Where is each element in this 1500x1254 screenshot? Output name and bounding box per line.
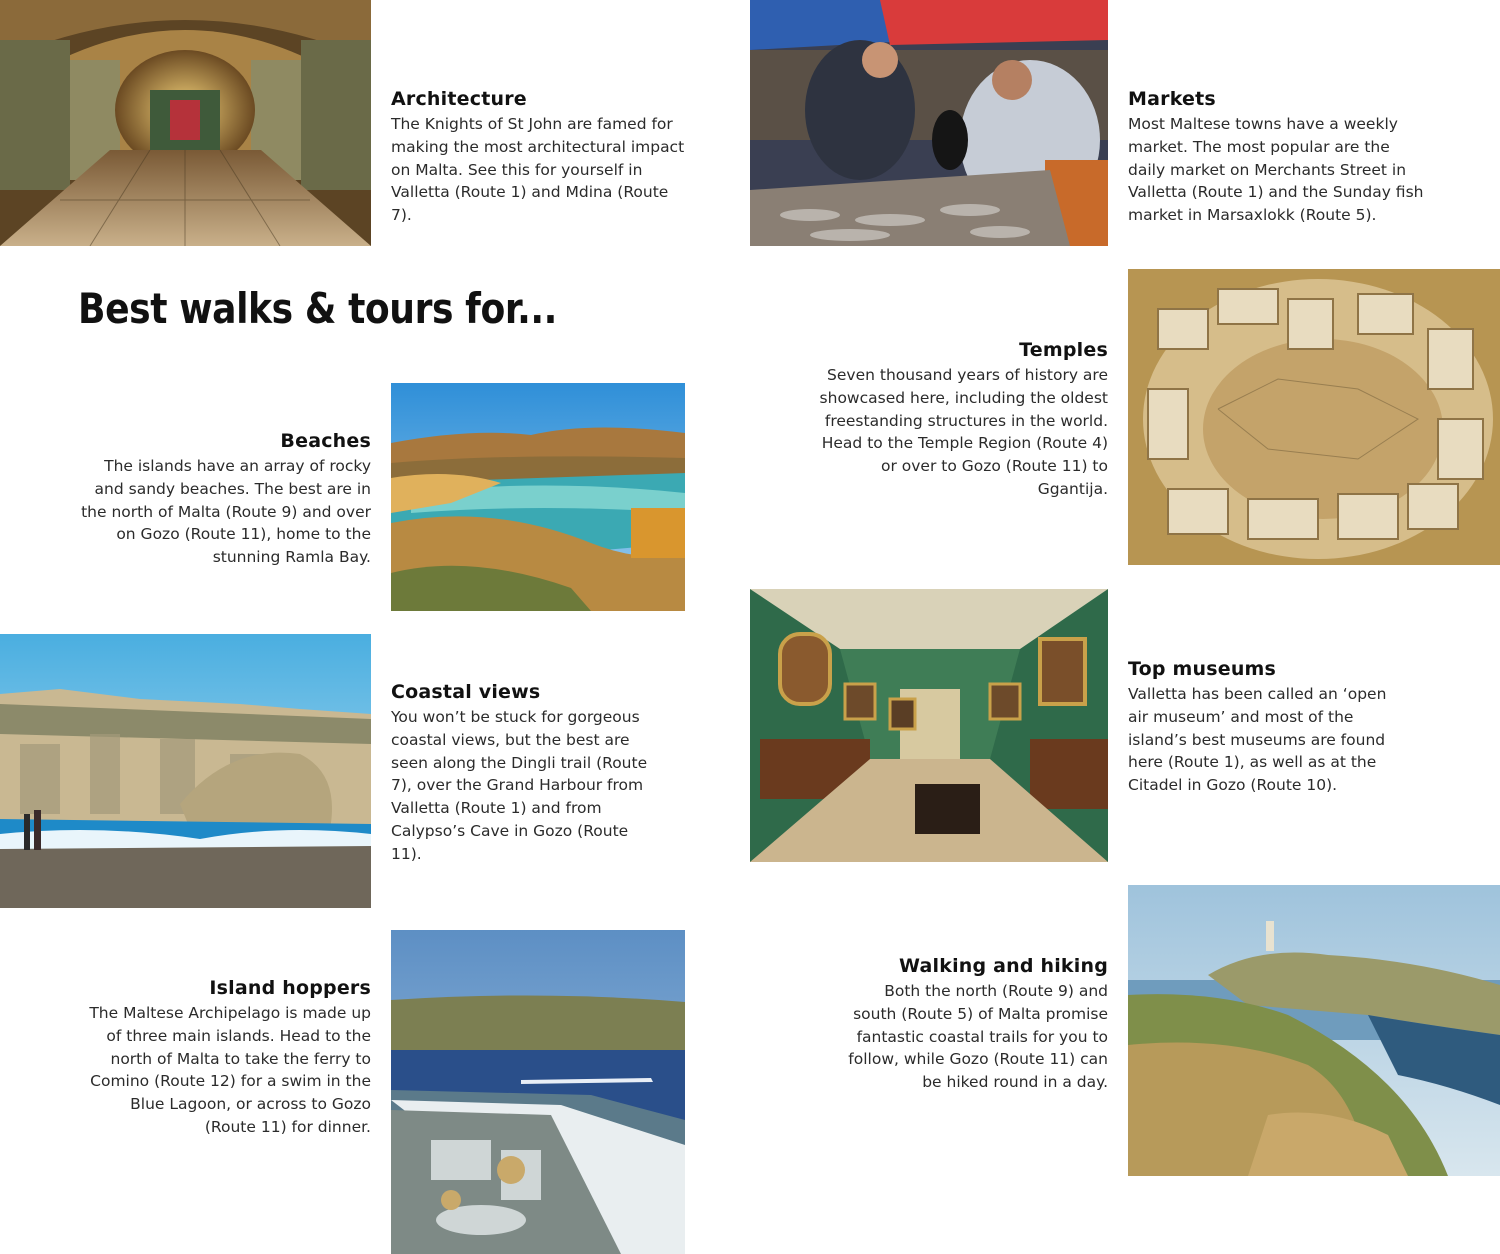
temples-photo [1128, 269, 1500, 565]
hiking-title: Walking and hiking [899, 955, 1108, 977]
museums-body: Valletta has been called an ‘open air museum’ and most of the island’s best museums are found here (Route 1), as well as at the Citadel in Gozo (Route 10). [1128, 685, 1387, 795]
hiking-block [848, 955, 1108, 1094]
architecture-photo [0, 0, 371, 246]
beaches-body: The islands have an array of rocky and sandy beaches. The best are in the north of Malta (Route 9) and over on Gozo (Route 11), home to the stunning Ramla Bay. [81, 457, 371, 567]
beaches-block [72, 430, 371, 569]
temples-block [810, 339, 1108, 501]
architecture-title: Architecture [391, 88, 527, 110]
temples-body: Seven thousand years of history are showcased here, including the oldest freestanding structures in the world. Head to the Temple Region (Route 4) or over to Gozo (Route 11) to Ggantija. [819, 366, 1108, 498]
architecture-body: The Knights of St John are famed for making the most architectural impact on Malta. See this for yourself in Valletta (Route 1) and Mdina (Route 7). [391, 115, 685, 225]
museums-block [1128, 658, 1398, 797]
island-hoppers-body: The Maltese Archipelago is made up of three main islands. Head to the north of Malta to take the ferry to Comino (Route 12) for a swim in the Blue Lagoon, or across to Gozo (Route 11) for dinner. [89, 1004, 371, 1136]
markets-photo [750, 0, 1108, 246]
markets-body: Most Maltese towns have a weekly market. The most popular are the daily market on Merchants Street in Valletta (Route 1) and the Sunday fish market in Marsaxlokk (Route 5). [1128, 115, 1424, 225]
hiking-photo [1128, 885, 1500, 1176]
island-hoppers-block [82, 977, 371, 1139]
beaches-title: Beaches [280, 430, 371, 452]
markets-title: Markets [1128, 88, 1216, 110]
coastal-block [391, 681, 656, 866]
coastal-body: You won’t be stuck for gorgeous coastal views, but the best are seen along the Dingli trail (Route 7), over the Grand Harbour from Valletta (Route 1) and from Calypso’s Cave in Gozo (Route 11). [391, 708, 648, 863]
beaches-photo [391, 383, 685, 611]
island-hoppers-title: Island hoppers [209, 977, 371, 999]
page-title: Best walks & tours for... [78, 284, 557, 333]
markets-block [1128, 88, 1428, 227]
museums-title: Top museums [1128, 658, 1277, 680]
museums-photo [750, 589, 1108, 862]
hiking-body: Both the north (Route 9) and south (Route 5) of Malta promise fantastic coastal trails for you to follow, while Gozo (Route 11) can be hiked round in a day. [848, 982, 1108, 1092]
temples-title: Temples [1019, 339, 1108, 361]
architecture-block [391, 88, 691, 227]
coastal-photo [0, 634, 371, 908]
coastal-title: Coastal views [391, 681, 541, 703]
island-hoppers-photo [391, 930, 685, 1254]
